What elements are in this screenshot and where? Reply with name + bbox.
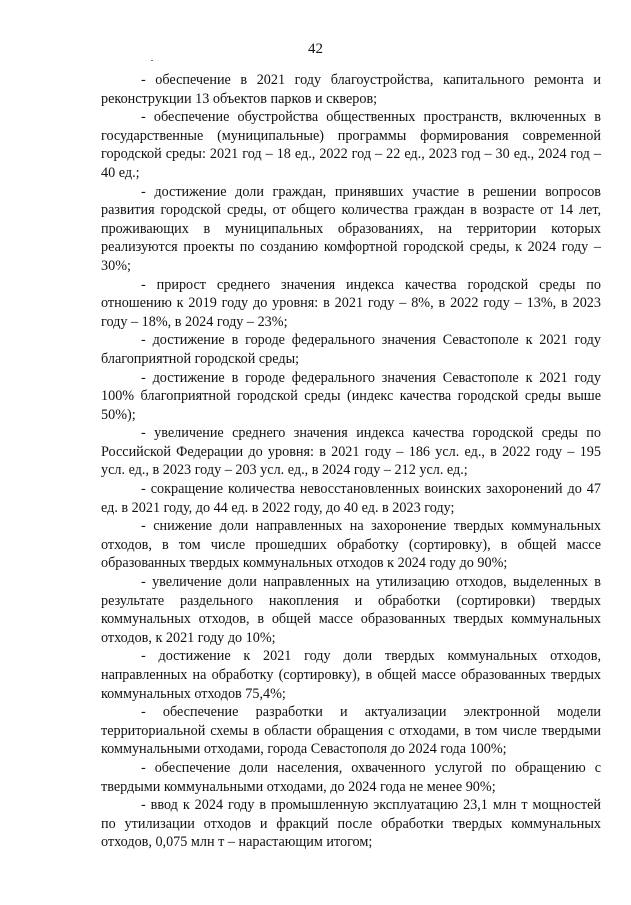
list-item: - снижение доли направленных на захоронение твердых коммунальных отходов, в том числе прошедших обработку (сортировку), в общей массе образованных твердых коммунальных отходов к 2024 году до 90%; — [101, 518, 601, 572]
list-item: - достижение в городе федерального значения Севастополе к 2021 году благоприятной городской среды; — [101, 332, 601, 367]
scan-speck — [151, 60, 153, 61]
list-item: - прирост среднего значения индекса качества городской среды по отношению к 2019 году до уровня: в 2021 году – 8%, в 2022 году – 13%, в 2023 году – 18%, в 2024 году – 23%; — [101, 276, 601, 330]
list-item: - обеспечение доли населения, охваченного услугой по обращению с твердыми коммунальными отходами, до 2024 года не менее 90%; — [101, 759, 601, 795]
page-body — [101, 71, 601, 852]
list-item: - ввод к 2024 году в промышленную эксплуатацию 23,1 млн т мощностей по утилизации отходов и фракций после обработки твердых коммунальных отходов, 0,075 млн т – нарастающим итогом; — [101, 797, 601, 851]
list-item: - обеспечение разработки и актуализации электронной модели территориальной схемы в области обращения с отходами, в том числе твердыми коммунальными отходами, города Севастополя до 2024 года 100%; — [101, 704, 601, 758]
list-item: - достижение к 2021 году доли твердых коммунальных отходов, направленных на обработку (сортировку), в общей массе образованных твердых коммунальных отходов 75,4%; — [101, 648, 601, 702]
page-number: 42 — [308, 41, 323, 57]
list-item: - достижение доли граждан, принявших участие в решении вопросов развития городской среды, от общего количества граждан в возрасте от 14 лет, проживающих в муниципальных образованиях, на территории которых реализуются проекты по созданию комфортной городской среды, к 2024 году – 30%; — [101, 183, 601, 274]
list-item: - обеспечение обустройства общественных пространств, включенных в государственные (муниципальные) программы формирования современной городской среды: 2021 год – 18 ед., 2022 год – 22 ед., 2023 год – 30 ед., 2024 год – 40 ед.; — [101, 109, 601, 181]
list-item: - сокращение количества невосстановленных воинских захоронений до 47 ед. в 2021 году, до 44 ед. в 2022 году, до 40 ед. в 2023 году; — [101, 481, 601, 516]
list-item: - достижение в городе федерального значения Севастополе к 2021 году 100% благоприятной городской среды (индекс качества городской среды выше 50%); — [101, 369, 601, 423]
list-item: - увеличение среднего значения индекса качества городской среды по Российской Федерации до уровня: в 2021 году – 186 усл. ед., в 2022 году – 195 усл. ед., в 2023 году – 203 усл. ед., в 2024 году – 212 усл. ед.; — [101, 425, 601, 479]
list-item: - увеличение доли направленных на утилизацию отходов, выделенных в результате раздельного накопления и обработки (сортировки) твердых коммунальных отходов, в общей массе образованных твердых коммунальных отходов, к 2021 году до 10%; — [101, 574, 601, 646]
list-item: - обеспечение в 2021 году благоустройства, капитального ремонта и реконструкции 13 объектов парков и скверов; — [101, 72, 601, 107]
